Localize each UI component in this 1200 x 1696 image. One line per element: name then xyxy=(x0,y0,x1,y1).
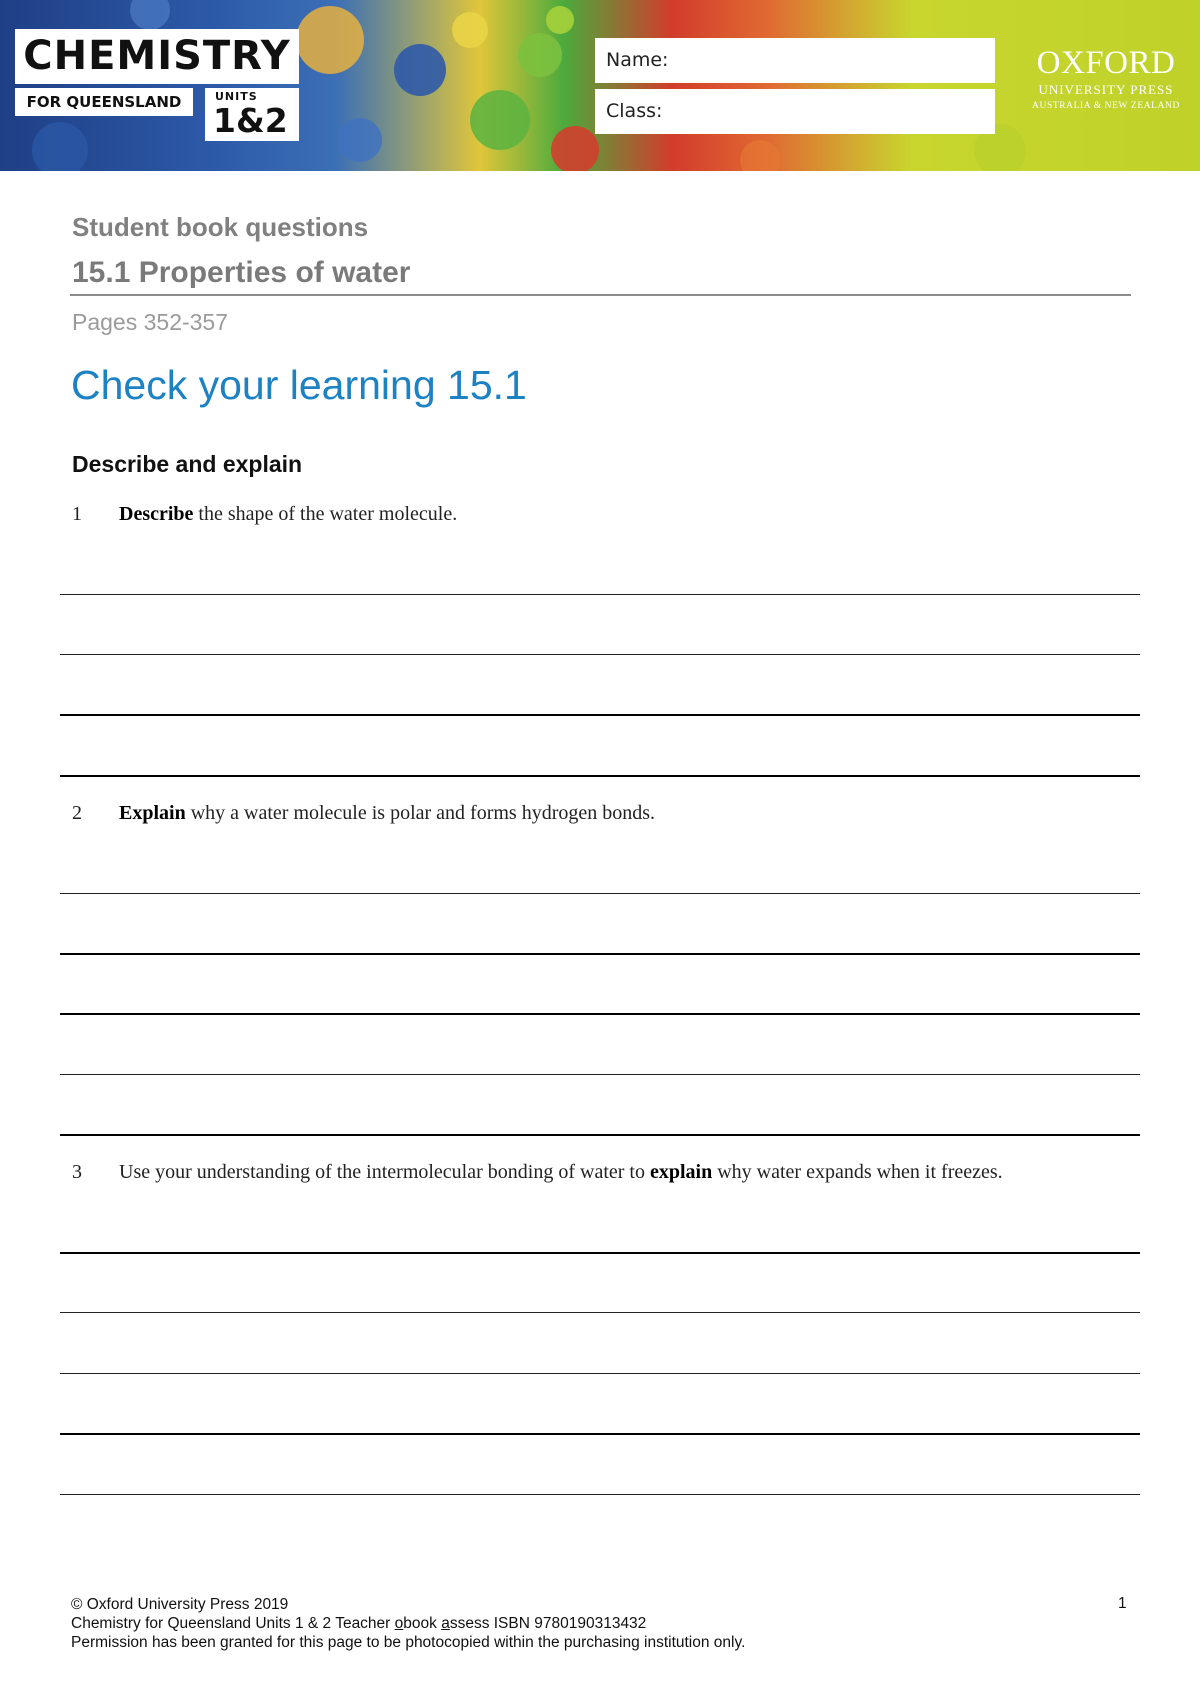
permission-line: Permission has been granted for this page to be photocopied within the purchasing institution only. xyxy=(71,1634,746,1651)
answer-line[interactable] xyxy=(60,1433,1140,1435)
answer-line[interactable] xyxy=(60,594,1140,595)
answer-line[interactable] xyxy=(60,654,1140,655)
name-label: Name: xyxy=(606,49,669,71)
class-field[interactable] xyxy=(595,89,995,134)
isbn-text: o xyxy=(394,1615,404,1632)
answer-line[interactable] xyxy=(60,1494,1140,1495)
publisher-region: AUSTRALIA & NEW ZEALAND xyxy=(1032,101,1180,111)
answer-line[interactable] xyxy=(60,714,1140,716)
class-label: Class: xyxy=(606,100,663,122)
answer-line[interactable] xyxy=(60,775,1140,777)
publisher-sub: UNIVERSITY PRESS xyxy=(1038,82,1174,97)
question-text: Use your understanding of the intermolecular bonding of water to xyxy=(119,1161,650,1183)
name-field[interactable] xyxy=(595,38,995,83)
answer-line[interactable] xyxy=(60,953,1140,955)
question-text: why water expands when it freezes. xyxy=(712,1161,1003,1183)
page-number: 1 xyxy=(1118,1595,1127,1612)
answer-line[interactable] xyxy=(60,1074,1140,1075)
answer-line[interactable] xyxy=(60,893,1140,894)
answer-line[interactable] xyxy=(60,1134,1140,1136)
check-your-learning-title: Check your learning 15.1 xyxy=(71,362,527,408)
answer-line[interactable] xyxy=(60,1312,1140,1313)
question-2 xyxy=(72,802,655,825)
question-command-word: explain xyxy=(649,1161,713,1183)
describe-explain-subhead: Describe and explain xyxy=(72,451,303,477)
page-range: Pages 352-357 xyxy=(72,309,229,335)
question-3 xyxy=(72,1161,1003,1184)
oxford-logo xyxy=(1012,45,1200,113)
footer xyxy=(71,1595,745,1652)
title-divider xyxy=(70,294,1131,296)
answer-line[interactable] xyxy=(60,1252,1140,1254)
isbn-line xyxy=(71,1614,745,1633)
question-number: 3 xyxy=(72,1161,82,1183)
logo-subtitle: FOR QUEENSLAND xyxy=(15,88,193,116)
isbn-text: book xyxy=(403,1615,442,1632)
answer-line[interactable] xyxy=(60,1013,1140,1015)
question-number: 2 xyxy=(72,802,82,824)
section-title: 15.1 Properties of water xyxy=(72,256,411,289)
question-command-word: Explain xyxy=(119,802,186,824)
units-label: UNITS xyxy=(215,90,258,103)
chemistry-logo xyxy=(15,29,299,141)
isbn-text: ssess ISBN 9780190313432 xyxy=(449,1615,647,1632)
units-badge xyxy=(205,88,299,141)
copyright-line: © Oxford University Press 2019 xyxy=(71,1596,289,1613)
question-number: 1 xyxy=(72,503,82,525)
question-command-word: Describe xyxy=(119,503,194,525)
question-text: the shape of the water molecule. xyxy=(193,503,458,525)
question-text: why a water molecule is polar and forms hydrogen bonds. xyxy=(185,802,656,824)
publisher-main: OXFORD xyxy=(1036,45,1176,81)
logo-title: CHEMISTRY xyxy=(15,29,299,84)
isbn-text: a xyxy=(441,1615,450,1632)
question-1 xyxy=(72,503,457,526)
units-number: 1&2 xyxy=(213,101,288,140)
header-banner xyxy=(0,0,1200,171)
kicker-heading: Student book questions xyxy=(72,212,369,242)
answer-line[interactable] xyxy=(60,1373,1140,1374)
isbn-text: Chemistry for Queensland Units 1 & 2 Teacher xyxy=(71,1615,395,1632)
